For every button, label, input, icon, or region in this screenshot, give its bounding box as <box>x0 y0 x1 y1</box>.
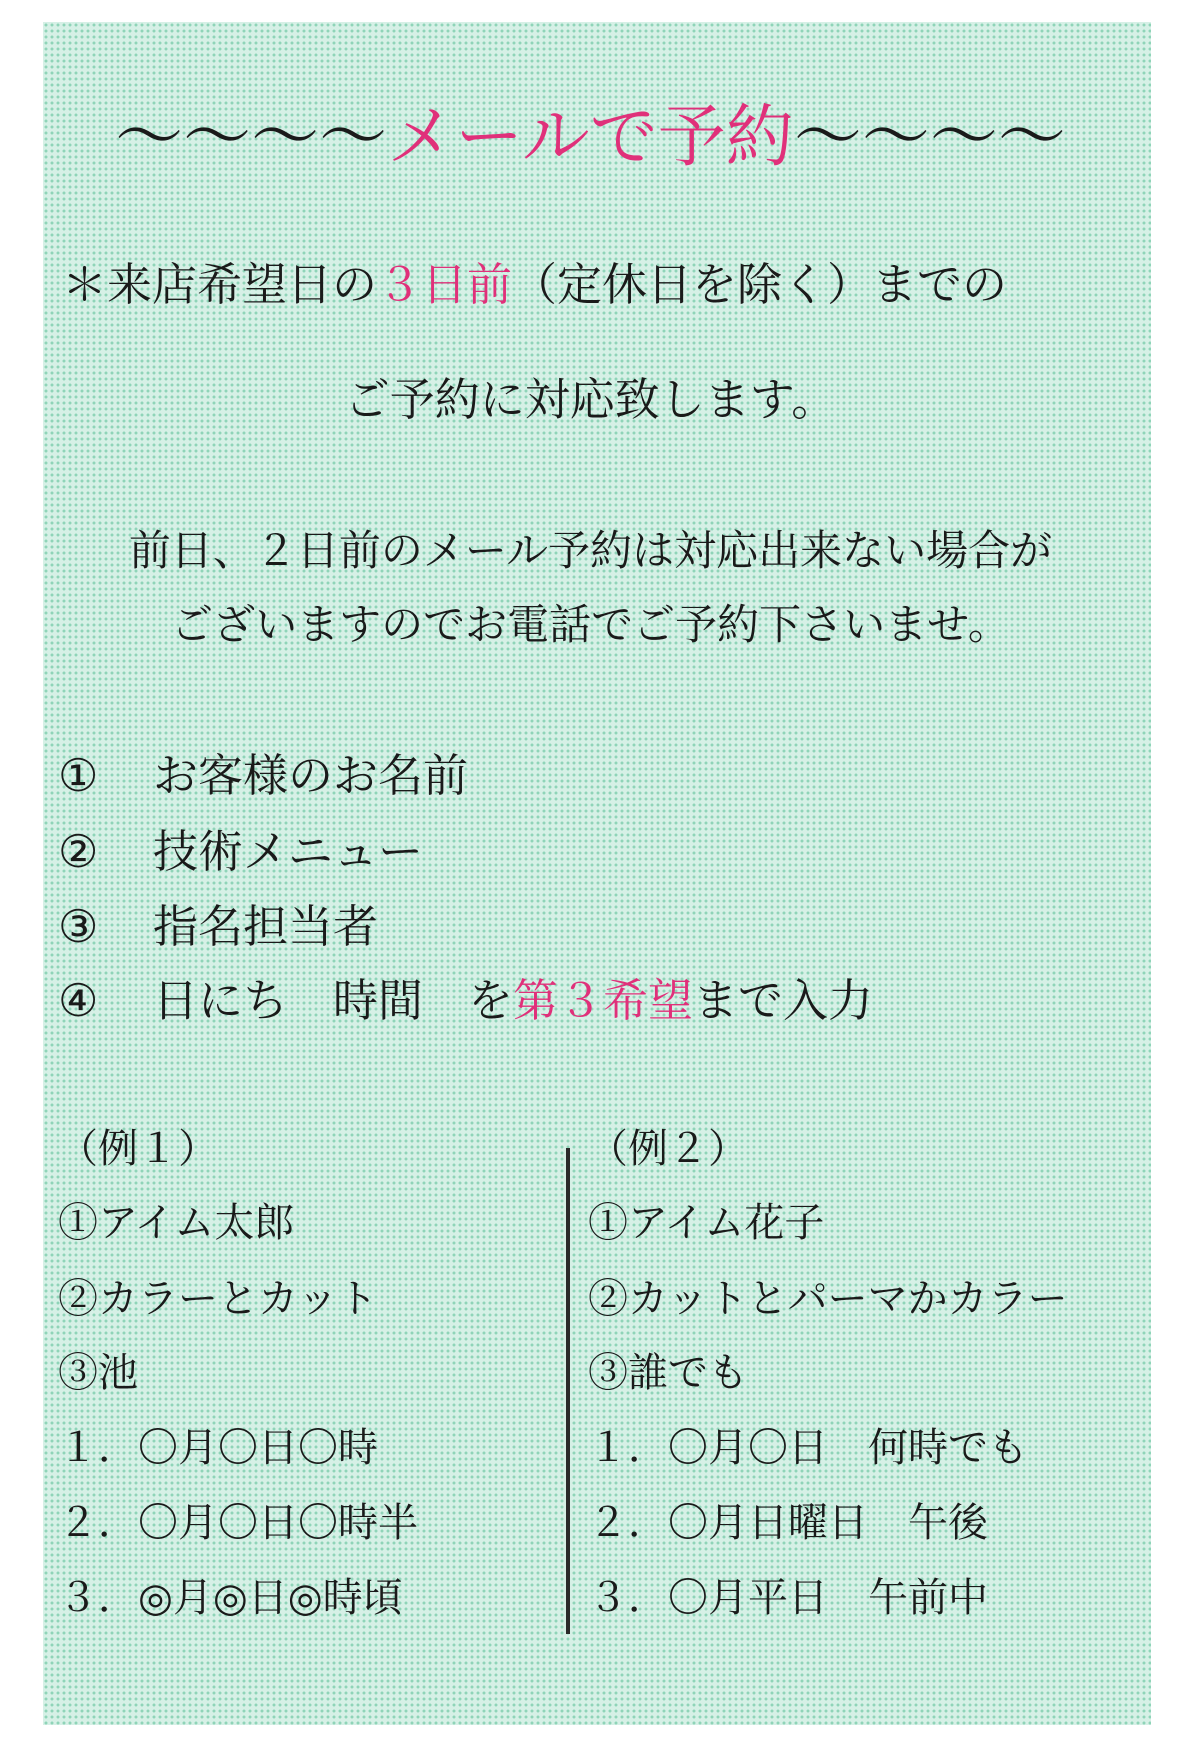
title-tilde-left: 〜〜〜〜 <box>115 98 388 177</box>
example-2-line: ３．〇月平日 午前中 <box>588 1575 988 1621</box>
example-2-line: １．〇月〇日 何時でも <box>588 1425 1028 1471</box>
example-2-line: ２．〇月日曜日 午後 <box>588 1500 988 1546</box>
warning-line-2: ございますのでお電話でご予約下さいませ。 <box>171 600 1010 649</box>
required-item-stylist <box>58 900 379 953</box>
example-divider <box>566 1148 570 1634</box>
notice-suffix: （定休日を除く）までの <box>512 258 1008 311</box>
example-1-line: ３．◎月◎日◎時頃 <box>58 1575 403 1621</box>
notice-line-2: ご予約に対応致します。 <box>344 373 837 426</box>
item-number: ① <box>58 749 99 802</box>
example-1-line: ②カラーとカット <box>58 1276 378 1322</box>
warning-line-1: 前日、２日前のメール予約は対応出来ない場合が <box>128 526 1053 575</box>
required-item-name <box>58 749 469 802</box>
title-text: メールで予約 <box>387 98 794 177</box>
example-1-line: ③池 <box>58 1350 138 1396</box>
example-2-heading: （例２） <box>588 1126 748 1172</box>
example-1-line: １．〇月〇日〇時 <box>58 1425 378 1471</box>
item-label: お客様のお名前 <box>153 749 469 802</box>
notice-prefix: ＊来店希望日の <box>62 258 378 311</box>
item-label-prefix: 日にち 時間 を <box>153 974 514 1027</box>
example-2-line: ①アイム花子 <box>588 1200 825 1246</box>
required-item-datetime <box>58 974 874 1027</box>
item-label-highlight: 第３希望 <box>513 974 694 1027</box>
item-label: 技術メニュー <box>153 825 424 878</box>
example-2-line: ②カットとパーマかカラー <box>588 1276 1068 1322</box>
page-title <box>0 98 1181 177</box>
item-number: ③ <box>58 900 99 953</box>
example-1-line: ①アイム太郎 <box>58 1200 295 1246</box>
item-number: ④ <box>58 974 99 1027</box>
example-1-heading: （例１） <box>58 1126 218 1172</box>
title-tilde-right: 〜〜〜〜 <box>793 98 1066 177</box>
example-2-line: ③誰でも <box>588 1350 748 1396</box>
example-1-line: ２．〇月〇日〇時半 <box>58 1500 418 1546</box>
item-number: ② <box>58 825 99 878</box>
item-label: 指名担当者 <box>153 900 379 953</box>
notice-highlight: ３日前 <box>377 258 513 311</box>
item-label-suffix: まで入力 <box>693 974 874 1027</box>
notice-line-1 <box>62 258 1008 311</box>
required-item-menu <box>58 825 424 878</box>
